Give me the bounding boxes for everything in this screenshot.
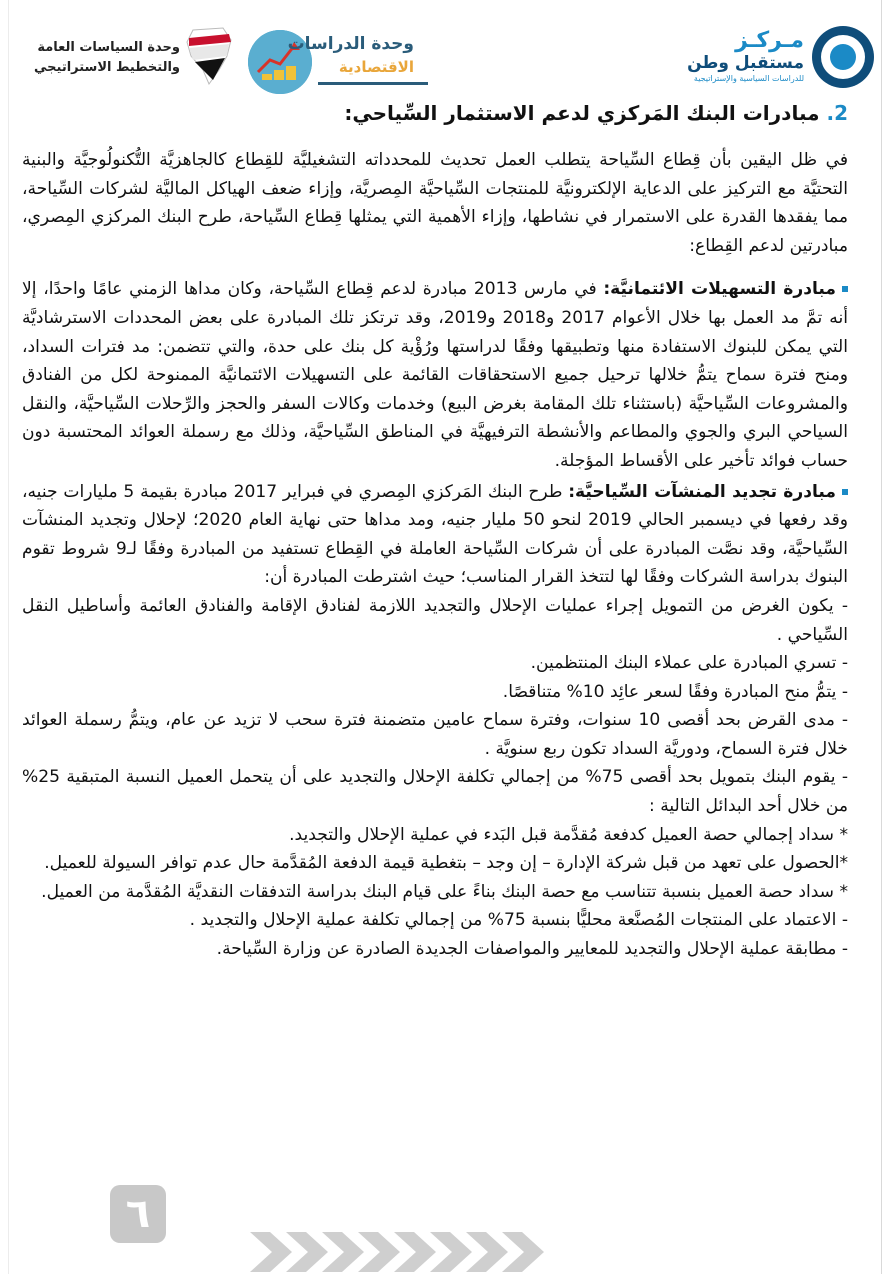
initiative-text: طرح البنك المَركزي المِصري في فبراير 2017 مبادرة بقيمة 5 مليارات جنيه، وقد رفعها في ديسمبر الحالي 2019 لنحو 50 مليار جنيه، ومد مداها حتى نهاية العام 2020؛ لإحلال وتجديد المنشآت السِّياحيَّة، وقد نصَّت المبادرة على أن شركات السِّياحة العاملة في القِطاع تستفيد من المبادرة وفقًا لـ9 شروط تقوم البنوك بدراسة الشركات وفقًا لها لتتخذ القرار المناسب؛ حيث اشترطت المبادرة أن: xyxy=(22,481,848,588)
flag-map-icon xyxy=(183,26,235,88)
condition-item: - تسري المبادرة على عملاء البنك المنتظمين. xyxy=(530,653,848,674)
econ-logo-underline xyxy=(318,82,428,85)
center-logo-line1: مـركـز xyxy=(735,28,804,53)
initiative-title: مبادرة التسهيلات الائتمانيَّة: xyxy=(603,279,836,300)
center-logo-line2: مستقبل وطن xyxy=(687,53,804,73)
intro-paragraph: في ظل اليقين بأن قِطاع السِّياحة يتطلب العمل تحديث للمحدداته التشغيليَّة للقِطاع كالجاهزيَّة التُّكنولُوجيَّة والبنية التحتيَّة مع التركيز على الدعاية الإلكترونيَّة للمنتجات السِّياحيَّة المِصريَّة، وإزاء ضعف الهياكل الماليَّة لشركات السِّياحة، مما يفقدها القدرة على الاستمرار في نشاطها، وإزاء الأهمية التي يمثلها قِطاع السِّياحة، طرح البنك المركزي المِصري، مبادرتين لدعم القِطاع: xyxy=(22,150,848,256)
section-number: 2. xyxy=(826,101,848,125)
page-footer xyxy=(0,1170,888,1280)
policy-unit-logo xyxy=(34,26,258,96)
section-title: مبادرات البنك المَركزي لدعم الاستثمار السِّياحي: xyxy=(344,101,820,125)
bullet-square-icon xyxy=(842,286,848,292)
page-header xyxy=(0,18,888,98)
initiative-renovation xyxy=(22,478,848,592)
center-logo-line3: للدراسات السياسية والإستراتيجية xyxy=(693,74,804,83)
econ-unit-line1: وحدة الدراسات xyxy=(287,34,414,54)
page-number: ٦ xyxy=(125,1191,151,1237)
article-body xyxy=(22,146,848,964)
mostakbal-watan-logo xyxy=(644,26,874,90)
econ-unit-line2: الاقتصادية xyxy=(338,58,414,76)
condition-item: - يتمُّ منح المبادرة وفقًا لسعر عائِد 10% متناقصًا. xyxy=(502,681,848,702)
economic-unit-logo xyxy=(248,30,428,96)
initiative-title: مبادرة تجديد المنشآت السِّياحيَّة: xyxy=(568,481,836,502)
section-heading xyxy=(344,101,848,125)
initiative-text: في مارس 2013 مبادرة لدعم قِطاع السِّياحة، وكان مداها الزمني عامًا واحدًا، إلا أنه تمَّ مد العمل بها خلال الأعوام 2017 و2018 و2019، وقد ترتكز تلك المبادرة على بعض المحددات الاسترشاديَّة التي يمكن للبنوك الاستفادة منها وتطبيقها وفقًا لدراستها ورُؤْية كل بنك على حدة، والتي تتضمن: مد فترات السداد، ومنح فترة سماح يتمُّ خلالها ترحيل جميع الاستحقاقات القائمة على التسهيلات الائتمانيَّة الممنوحة لكل من الفنادق والمشروعات السِّياحيَّة (باستثناء تلك المقامة بغرض البيع) وخدمات وكالات السفر والحجز والرِّحلات السِّياحيَّة، والنقل السياحي البري والجوي والمطاعم والأنشطة الترفيهيَّة في المناطق السِّياحيَّة، وذلك مع رسملة العوائد المحتسبة دون حساب فوائد تأخير على الأقساط المؤجلة. xyxy=(22,279,848,471)
condition-item: - مطابقة عملية الإحلال والتجديد للمعايير والمواصفات الجديدة الصادرة عن وزارة السِّياحة. xyxy=(216,939,848,960)
condition-subitem: *الحصول على تعهد من قبل شركة الإدارة – إن وجد – بتغطية قيمة الدفعة المُقدَّمة حال عدم توافر السيولة للعميل. xyxy=(44,853,848,874)
condition-item: - الاعتماد على المنتجات المُصنَّعة محليًّا بنسبة 75% من إجمالي تكلفة عملية الإحلال والتجديد . xyxy=(189,910,848,931)
condition-item: - يقوم البنك بتمويل بحد أقصى 75% من إجمالي تكلفة الإحلال والتجديد على أن يتحمل العميل النسبة المتبقية 25% من خلال أحد البدائل التالية : xyxy=(22,767,849,817)
initiative-credit-facilities xyxy=(22,275,848,475)
condition-subitem: * سداد حصة العميل بنسبة تتناسب مع حصة البنك بناءً على قيام البنك بدراسة التدفقات النقديَّة المُقدَّمة من العميل. xyxy=(41,881,848,902)
condition-item: - يكون الغرض من التمويل إجراء عمليات الإحلال والتجديد اللازمة لفنادق الإقامة والفنادق العائمة وأساطيل النقل السِّياحي . xyxy=(22,595,848,645)
policy-unit-line1: وحدة السياسات العامة xyxy=(37,40,180,55)
decorative-chevrons-icon xyxy=(0,1232,888,1272)
condition-subitem: * سداد إجمالي حصة العميل كدفعة مُقدَّمة قبل البَدء في عملية الإحلال والتجديد. xyxy=(289,824,848,845)
bullet-square-icon xyxy=(842,489,848,495)
condition-item: - مدى القرض بحد أقصى 10 سنوات، وفترة سماح عامين متضمنة فترة سحب لا تزيد عن عام، ويتمُّ رسملة العوائد خلال فترة السماح، ودوريَّة السداد تكون ربع سنويَّة . xyxy=(22,710,848,759)
center-emblem-icon xyxy=(812,26,874,88)
policy-unit-line2: والتخطيط الاستراتيجي xyxy=(34,60,180,75)
